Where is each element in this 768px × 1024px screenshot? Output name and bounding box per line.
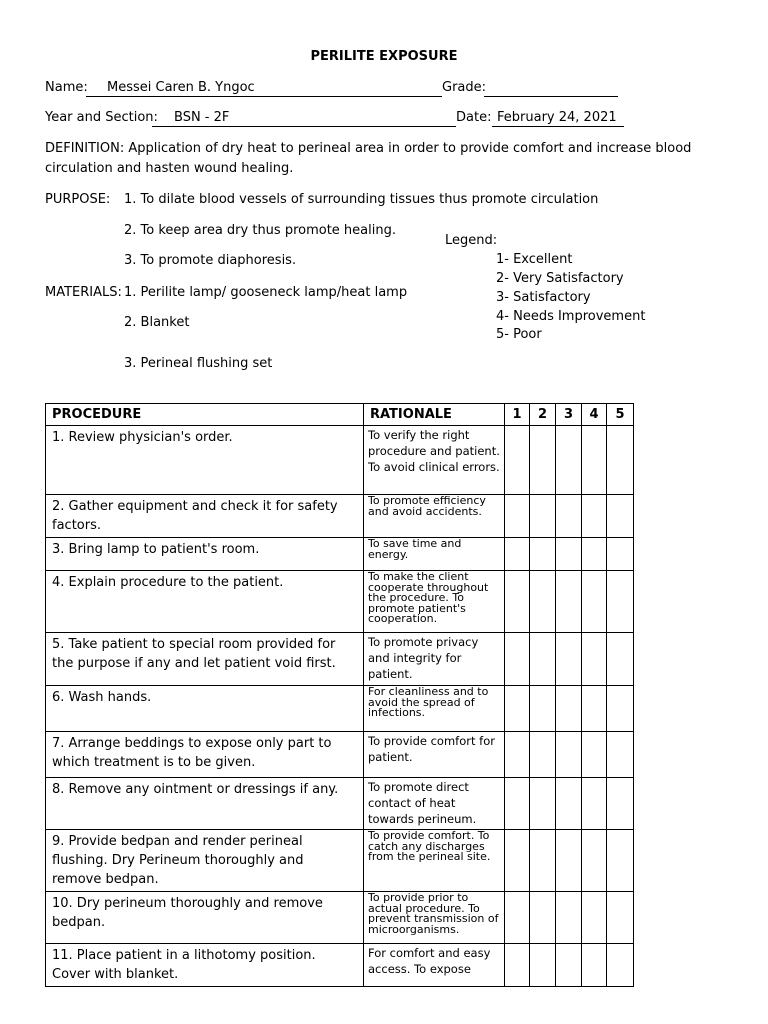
score-cell[interactable]: [505, 571, 530, 633]
grade-underline: [484, 96, 618, 97]
rationale-header: RATIONALE: [364, 404, 505, 426]
procedure-cell: 5. Take patient to special room provided for the purpose if any and let patient void first.: [46, 633, 364, 686]
year-section-value: BSN - 2F: [174, 110, 230, 125]
date-value: February 24, 2021: [497, 110, 617, 125]
score-cell[interactable]: [530, 633, 556, 686]
procedure-cell: 8. Remove any ointment or dressings if any.: [46, 778, 364, 830]
year-section-underline: [152, 126, 456, 127]
rationale-cell: To provide prior to actual procedure. To prevent transmission of microorganisms.: [364, 892, 505, 944]
table-row: [46, 538, 634, 571]
year-section-label: Year and Section:: [45, 110, 158, 125]
table-row: [46, 426, 634, 495]
rationale-cell: To promote efficiency and avoid accidents.: [364, 495, 505, 538]
rationale-cell: For cleanliness and to avoid the spread of infections.: [364, 686, 505, 732]
table-header-row: [46, 404, 634, 426]
materials-item: 3. Perineal flushing set: [124, 356, 273, 371]
procedure-cell: 6. Wash hands.: [46, 686, 364, 732]
legend-label: Legend:: [445, 233, 498, 248]
score-header-1: 1: [505, 404, 530, 426]
score-cell[interactable]: [530, 426, 556, 495]
score-cell[interactable]: [607, 426, 634, 495]
materials-label: MATERIALS:: [45, 285, 122, 300]
score-cell[interactable]: [505, 892, 530, 944]
score-cell[interactable]: [582, 778, 607, 830]
score-cell[interactable]: [530, 778, 556, 830]
score-cell[interactable]: [556, 571, 582, 633]
score-cell[interactable]: [530, 495, 556, 538]
table-row: [46, 778, 634, 830]
score-cell[interactable]: [607, 778, 634, 830]
score-cell[interactable]: [582, 732, 607, 778]
name-value: Messei Caren B. Yngoc: [107, 80, 255, 95]
page-title: PERILITE EXPOSURE: [310, 49, 458, 64]
score-cell[interactable]: [556, 732, 582, 778]
procedure-cell: 2. Gather equipment and check it for safety factors.: [46, 495, 364, 538]
name-label: Name:: [45, 80, 88, 95]
score-cell[interactable]: [556, 426, 582, 495]
score-cell[interactable]: [530, 686, 556, 732]
date-label: Date:: [456, 110, 492, 125]
procedure-table: [45, 403, 634, 987]
score-cell[interactable]: [582, 495, 607, 538]
definition: [45, 139, 735, 179]
table-row: [46, 633, 634, 686]
legend-item: 2- Very Satisfactory: [496, 271, 624, 286]
purpose-label: PURPOSE:: [45, 192, 111, 207]
score-cell[interactable]: [607, 495, 634, 538]
score-cell[interactable]: [607, 686, 634, 732]
legend-item: 1- Excellent: [496, 252, 573, 267]
score-cell[interactable]: [582, 426, 607, 495]
procedure-cell: 3. Bring lamp to patient's room.: [46, 538, 364, 571]
table-row: [46, 892, 634, 944]
rationale-cell: For comfort and easy access. To expose: [364, 944, 505, 987]
score-cell[interactable]: [607, 830, 634, 892]
procedure-cell: 10. Dry perineum thoroughly and remove bedpan.: [46, 892, 364, 944]
table-row: [46, 686, 634, 732]
table-row: [46, 732, 634, 778]
score-cell[interactable]: [582, 944, 607, 987]
score-cell[interactable]: [505, 633, 530, 686]
procedure-cell: 9. Provide bedpan and render perineal flushing. Dry Perineum thoroughly and remove bedpan.: [46, 830, 364, 892]
score-cell[interactable]: [505, 686, 530, 732]
rationale-cell: To promote direct contact of heat towards perineum.: [364, 778, 505, 830]
score-cell[interactable]: [556, 495, 582, 538]
score-header-3: 3: [556, 404, 582, 426]
rationale-cell: To promote privacy and integrity for patient.: [364, 633, 505, 686]
score-cell[interactable]: [505, 944, 530, 987]
score-header-5: 5: [607, 404, 634, 426]
score-header-2: 2: [530, 404, 556, 426]
score-cell[interactable]: [607, 892, 634, 944]
materials-item: 1. Perilite lamp/ gooseneck lamp/heat lamp: [124, 285, 408, 300]
score-cell[interactable]: [530, 732, 556, 778]
rationale-cell: To verify the right procedure and patient. To avoid clinical errors.: [364, 426, 505, 495]
score-cell[interactable]: [505, 538, 530, 571]
procedure-header: PROCEDURE: [46, 404, 364, 426]
score-cell[interactable]: [582, 830, 607, 892]
purpose-item: 2. To keep area dry thus promote healing.: [124, 223, 396, 238]
materials-item: 2. Blanket: [124, 315, 190, 330]
score-cell[interactable]: [505, 495, 530, 538]
purpose-item: 1. To dilate blood vessels of surrounding tissues thus promote circulation: [124, 192, 599, 207]
rationale-cell: To make the client cooperate throughout the procedure. To promote patient's cooperation.: [364, 571, 505, 633]
table-row: [46, 495, 634, 538]
purpose-item: 3. To promote diaphoresis.: [124, 253, 297, 268]
score-cell[interactable]: [582, 571, 607, 633]
procedure-cell: 4. Explain procedure to the patient.: [46, 571, 364, 633]
score-cell[interactable]: [556, 686, 582, 732]
score-cell[interactable]: [505, 830, 530, 892]
score-cell[interactable]: [607, 571, 634, 633]
legend-item: 5- Poor: [496, 327, 542, 342]
score-cell[interactable]: [607, 944, 634, 987]
score-cell[interactable]: [582, 538, 607, 571]
table-row: [46, 944, 634, 987]
score-cell[interactable]: [607, 732, 634, 778]
definition-text: Application of dry heat to perineal area in order to provide comfort and increase blood circulation and hasten wound healing.: [45, 141, 692, 176]
score-cell[interactable]: [556, 538, 582, 571]
legend-item: 3- Satisfactory: [496, 290, 591, 305]
definition-label: DEFINITION:: [45, 141, 125, 156]
score-cell[interactable]: [530, 538, 556, 571]
score-cell[interactable]: [505, 426, 530, 495]
score-cell[interactable]: [556, 892, 582, 944]
score-cell[interactable]: [530, 571, 556, 633]
score-cell[interactable]: [556, 778, 582, 830]
score-cell[interactable]: [556, 633, 582, 686]
score-cell[interactable]: [530, 830, 556, 892]
legend-item: 4- Needs Improvement: [496, 309, 646, 324]
score-cell[interactable]: [556, 944, 582, 987]
rationale-cell: To provide comfort. To catch any discharges from the perineal site.: [364, 830, 505, 892]
rationale-cell: To provide comfort for patient.: [364, 732, 505, 778]
score-cell[interactable]: [530, 892, 556, 944]
table-row: [46, 571, 634, 633]
score-cell[interactable]: [582, 892, 607, 944]
score-cell[interactable]: [556, 830, 582, 892]
date-underline: [492, 126, 624, 127]
name-underline: [86, 96, 442, 97]
score-header-4: 4: [582, 404, 607, 426]
score-cell[interactable]: [607, 538, 634, 571]
rationale-cell: To save time and energy.: [364, 538, 505, 571]
score-cell[interactable]: [582, 686, 607, 732]
procedure-cell: 1. Review physician's order.: [46, 426, 364, 495]
score-cell[interactable]: [505, 732, 530, 778]
score-cell[interactable]: [530, 944, 556, 987]
procedure-cell: 7. Arrange beddings to expose only part to which treatment is to be given.: [46, 732, 364, 778]
score-cell[interactable]: [607, 633, 634, 686]
score-cell[interactable]: [505, 778, 530, 830]
score-cell[interactable]: [582, 633, 607, 686]
procedure-cell: 11. Place patient in a lithotomy position. Cover with blanket.: [46, 944, 364, 987]
grade-label: Grade:: [442, 80, 487, 95]
table-row: [46, 830, 634, 892]
